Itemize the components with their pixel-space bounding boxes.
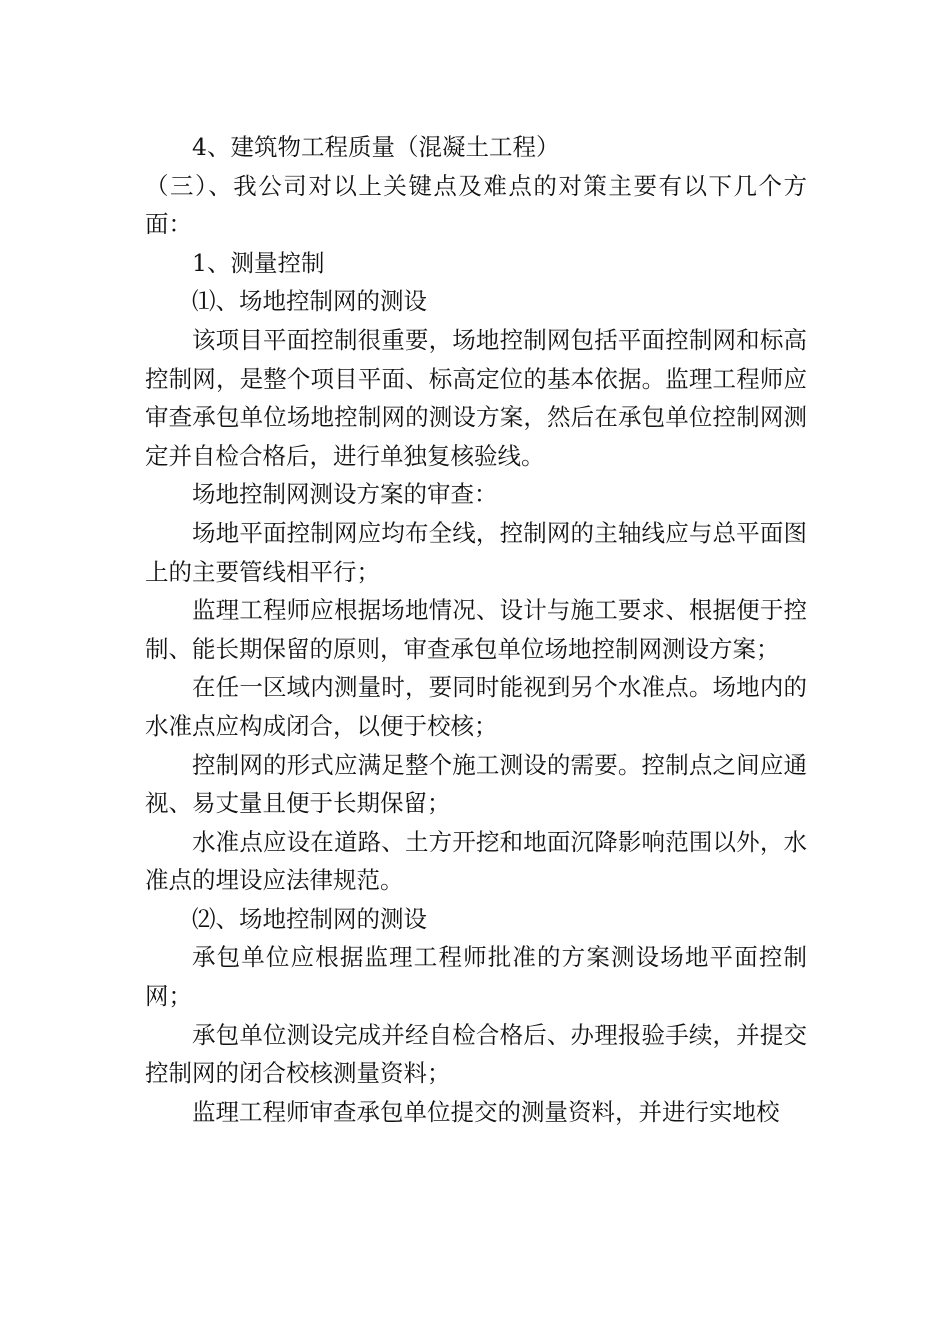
subsection-heading: ⑴、场地控制网的测设 xyxy=(192,287,427,316)
paragraph: 承包单位测设完成并经自检合格后、办理报验手续，并提交控制网的闭合校核测量资料； xyxy=(145,1020,807,1088)
paragraph: 控制网的形式应满足整个施工测设的需要。控制点之间应通视、易丈量且便于长期保留； xyxy=(145,750,807,818)
paragraph: 监理工程师应根据场地情况、设计与施工要求、根据便于控制、能长期保留的原则，审查承包单位场地控制网测设方案； xyxy=(145,596,807,663)
subsection-heading: ⑵、场地控制网的测设 xyxy=(192,904,427,933)
paragraph: 场地控制网测设方案的审查： xyxy=(192,480,498,509)
document-page xyxy=(145,128,807,1131)
paragraph: 监理工程师审查承包单位提交的测量资料，并进行实地校 xyxy=(192,1097,780,1126)
paragraph: 4、建筑物工程质量（混凝土工程） xyxy=(192,133,560,161)
paragraph: 承包单位应根据监理工程师批准的方案测设场地平面控制网； xyxy=(145,943,807,1011)
paragraph: （三）、我公司对以上关键点及难点的对策主要有以下几个方面： xyxy=(145,171,807,239)
paragraph: 在任一区域内测量时，要同时能视到另个水准点。场地内的水准点应构成闭合，以便于校核； xyxy=(145,673,807,740)
paragraph: 水准点应设在道路、土方开挖和地面沉降影响范围以外，水准点的埋设应法律规范。 xyxy=(145,827,807,895)
section-heading: 1、测量控制 xyxy=(192,248,325,277)
paragraph: 场地平面控制网应均布全线，控制网的主轴线应与总平面图上的主要管线相平行； xyxy=(145,518,807,586)
paragraph: 该项目平面控制很重要，场地控制网包括平面控制网和标高控制网，是整个项目平面、标高定位的基本依据。监理工程师应审查承包单位场地控制网的测设方案，然后在承包单位控制网测定并自检合格后，进行单独复核验线。 xyxy=(145,325,807,470)
